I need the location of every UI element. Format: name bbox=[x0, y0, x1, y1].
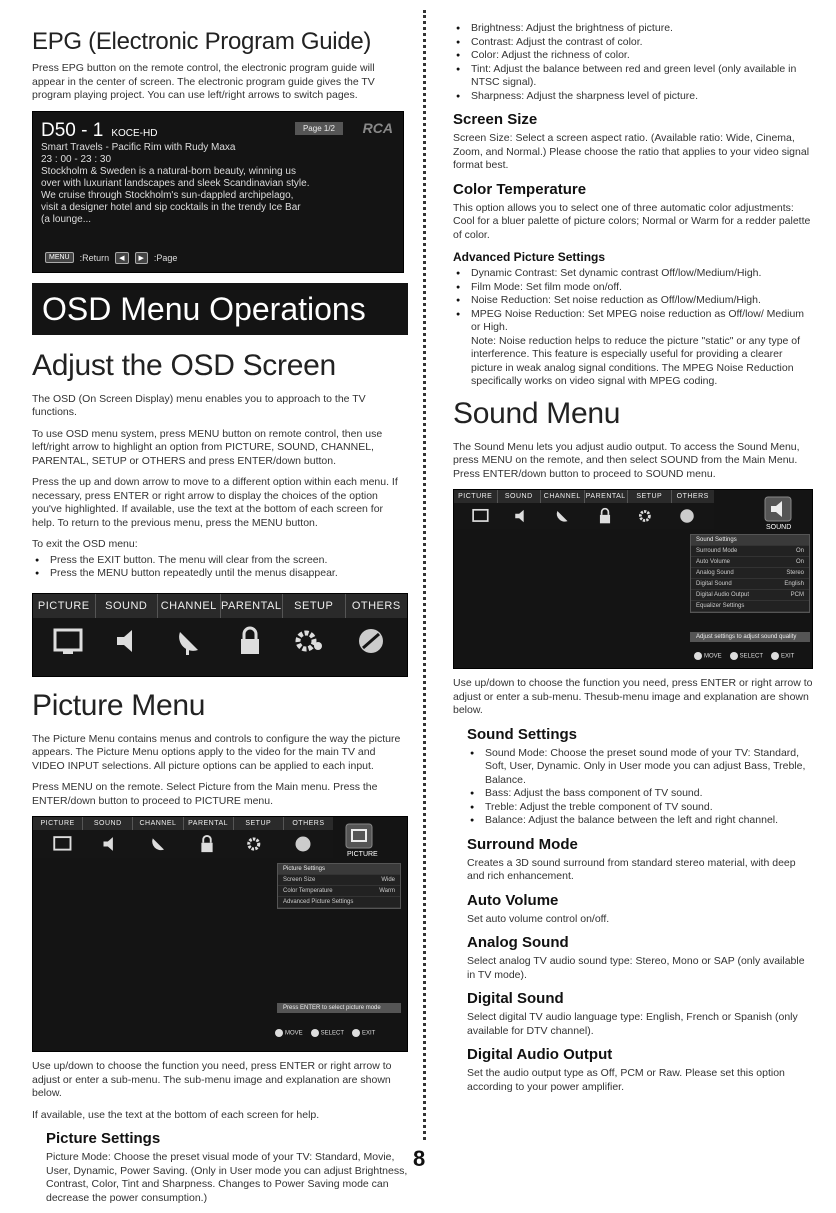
advanced-settings-heading: Advanced Picture Settings bbox=[453, 250, 606, 264]
menu-row[interactable] bbox=[278, 864, 400, 875]
advanced-note: Note: Noise reduction helps to reduce the picture "static" or any type of interference. This feature is especially useful for providing a clearer picture in weak analog signal conditions. The MPEG Noise Reduction specifically works on video signal with MPEG coding. bbox=[471, 334, 801, 387]
tab-parental[interactable]: PARENTAL bbox=[221, 594, 284, 618]
main-menu-tabs bbox=[33, 594, 407, 618]
menu-row[interactable] bbox=[691, 568, 809, 579]
surround-text: Creates a 3D sound surround from standard stereo material, with deep and rich enhancement. bbox=[467, 856, 796, 882]
picture-p1: The Picture Menu contains menus and controls to configure the way the picture appears. The Picture Menu options apply to the video for the main TV and VIDEO INPUT selections. All picture options can be applied to each input. bbox=[32, 732, 401, 772]
epg-time: 23 : 00 - 23 : 30 bbox=[41, 153, 112, 165]
select-legend bbox=[730, 652, 763, 660]
picture-p3: Use up/down to choose the function you need, press ENTER or right arrow to adjust or enter a sub-menu. The sub-menu image and explanation are shown below. bbox=[32, 1060, 392, 1099]
mini-menu-icons bbox=[33, 830, 333, 858]
row-label: Screen Size bbox=[283, 877, 316, 883]
picture-selected-icon bbox=[345, 823, 373, 849]
page-number: 8 bbox=[413, 1146, 426, 1171]
epg-description: Stockholm & Sweden is a natural-born beauty, winning us over with luxuriant landscapes and sleek Scandinavian style. We cruise through Stockholm's sun-dappled archipelago, visit a designer hotel and sip cocktails in the trendy Ice Bar (a lounge... bbox=[41, 165, 310, 225]
list-item: ● Film Mode: Set film mode on/off. bbox=[453, 281, 813, 295]
picture-settings-heading: Picture Settings bbox=[46, 1130, 161, 1147]
menu-row[interactable] bbox=[691, 546, 809, 557]
tab-sound[interactable]: SOUND bbox=[83, 817, 133, 830]
color-temperature-heading: Color Temperature bbox=[453, 180, 587, 198]
list-item: ● Noise Reduction: Set noise reduction as Off/low/Medium/High. bbox=[453, 294, 813, 308]
mini-menu-icons bbox=[454, 503, 714, 529]
row-label: Digital Sound bbox=[696, 581, 732, 587]
menu-row[interactable] bbox=[278, 897, 400, 908]
tab-setup[interactable]: SETUP bbox=[234, 817, 284, 830]
tab-others[interactable]: OTHERS bbox=[292, 820, 325, 827]
picture-p2: Press MENU on the remote. Select Picture from the Main menu. Press the ENTER/down button to proceed to PICTURE menu. bbox=[32, 781, 378, 807]
tab-channel[interactable]: CHANNEL bbox=[158, 594, 221, 618]
exit-icon bbox=[352, 1029, 360, 1037]
satellite-dish-icon[interactable] bbox=[149, 834, 169, 854]
epg-program: Smart Travels - Pacific Rim with Rudy Maxa bbox=[41, 141, 236, 153]
row-label: Analog Sound bbox=[696, 570, 734, 576]
picture-menu-screen bbox=[32, 816, 408, 1052]
legend-label: MOVE bbox=[285, 1030, 303, 1037]
move-legend bbox=[275, 1029, 303, 1037]
picture-settings-block bbox=[32, 1130, 408, 1205]
screen-size-text: Screen Size: Select a screen aspect ratio. (Available ratio: Wide, Cinema, Zoom, and Normal.) Please choose the ratio that applies to your video signal format best. bbox=[453, 132, 810, 171]
move-icon bbox=[694, 652, 702, 660]
screen-size-heading: Screen Size bbox=[453, 111, 538, 128]
legend-label: SELECT bbox=[320, 1030, 345, 1037]
picture-help-text: Press ENTER to select picture mode bbox=[277, 1003, 401, 1013]
menu-key-icon: MENU bbox=[45, 252, 74, 263]
sound-heading: Sound Menu bbox=[453, 396, 621, 430]
epg-screen bbox=[32, 111, 404, 273]
sound-help-text: Adjust settings to adjust sound quality bbox=[690, 632, 810, 642]
speaker-icon[interactable] bbox=[113, 626, 145, 656]
menu-row[interactable] bbox=[691, 601, 809, 612]
menu-row[interactable] bbox=[278, 875, 400, 886]
sound-panel-label: SOUND bbox=[766, 524, 792, 531]
tab-sound[interactable]: SOUND bbox=[96, 594, 159, 618]
others-icon[interactable] bbox=[355, 626, 387, 656]
row-value: On bbox=[795, 559, 804, 565]
left-arrow-key-icon: ◀ bbox=[115, 252, 128, 264]
move-legend bbox=[694, 652, 722, 660]
sound-button-legend bbox=[694, 652, 794, 660]
row-value: English bbox=[784, 581, 804, 587]
tab-picture[interactable]: PICTURE bbox=[454, 490, 498, 503]
list-item: ● Dynamic Contrast: Set dynamic contrast Off/low/Medium/High. bbox=[453, 267, 813, 281]
mini-menu-tabs bbox=[454, 490, 714, 503]
row-label: Digital Audio Output bbox=[696, 592, 750, 598]
list-item: ● Treble: Adjust the treble component of TV sound. bbox=[467, 801, 813, 815]
osd-p3: Press the up and down arrow to move to a different option within each menu. If necessary, press ENTER or right arrow to display the choices of the option you've highlighted. If available, use the text at the bottom of each screen for help. To return to the previous menu, press the MENU button. bbox=[32, 476, 398, 529]
select-icon bbox=[311, 1029, 319, 1037]
tab-sound[interactable]: SOUND bbox=[498, 490, 542, 503]
osd-heading: Adjust the OSD Screen bbox=[32, 348, 336, 382]
speaker-icon[interactable] bbox=[101, 834, 121, 854]
exit-icon bbox=[771, 652, 779, 660]
list-item: ● Bass: Adjust the bass component of TV sound. bbox=[467, 787, 813, 801]
epg-page-badge: Page 1/2 bbox=[295, 122, 343, 135]
sound-options-panel bbox=[690, 534, 810, 613]
row-value: PCM bbox=[790, 592, 804, 598]
row-label: Auto Volume bbox=[696, 559, 731, 565]
tab-parental[interactable]: PARENTAL bbox=[184, 817, 234, 830]
others-icon[interactable] bbox=[678, 507, 696, 525]
others-icon[interactable] bbox=[293, 834, 313, 854]
tv-icon[interactable] bbox=[53, 626, 85, 656]
picture-panel-label: PICTURE bbox=[347, 851, 378, 858]
color-temperature-text: This option allows you to select one of three automatic color adjustments: Cool for a bluer palette of picture colors; Normal or Warm for a redder palette of color. bbox=[453, 201, 811, 241]
menu-row[interactable] bbox=[691, 590, 809, 601]
row-value: Warm bbox=[379, 888, 395, 894]
select-icon bbox=[730, 652, 738, 660]
picture-heading: Picture Menu bbox=[32, 688, 206, 722]
row-value: On bbox=[795, 548, 804, 554]
lock-icon[interactable] bbox=[234, 626, 266, 656]
mini-menu-bar bbox=[454, 490, 714, 529]
gear-icon[interactable] bbox=[245, 834, 265, 854]
row-value: Wide bbox=[381, 877, 395, 883]
speaker-icon[interactable] bbox=[513, 507, 531, 525]
sound-p2: Use up/down to choose the function you need, press ENTER or right arrow to adjust or enter a sub-menu. Thesub-menu image and explanation are shown below. bbox=[453, 677, 813, 716]
mini-menu-tabs bbox=[33, 817, 333, 830]
sound-selected-icon bbox=[764, 496, 792, 522]
analog-sound-text: Select analog TV audio sound type: Stereo, Mono or SAP (only available in TV mode). bbox=[467, 955, 805, 981]
surround-heading: Surround Mode bbox=[467, 835, 578, 853]
row-label: Sound Settings bbox=[696, 537, 737, 543]
epg-page-label: :Page bbox=[153, 252, 178, 263]
lock-icon[interactable] bbox=[197, 834, 217, 854]
epg-return-label: :Return bbox=[79, 252, 110, 263]
epg-heading: EPG (Electronic Program Guide) bbox=[32, 28, 372, 55]
brand-logo: RCA bbox=[362, 119, 393, 136]
main-menu-icons bbox=[33, 618, 407, 664]
satellite-dish-icon[interactable] bbox=[174, 626, 206, 656]
epg-station: KOCE-HD bbox=[111, 127, 158, 139]
row-label: Color Temperature bbox=[283, 888, 333, 894]
osd-p2: To use OSD menu system, press MENU button on remote control, then use left/right arrow to highlight an option from PICTURE, SOUND, CHANNEL, PARENTAL, SETUP or OTHERS and press ENTER/down button. bbox=[32, 427, 383, 467]
tab-channel[interactable]: CHANNEL bbox=[541, 490, 585, 503]
list-item: ● Tint: Adjust the balance between red and green level (only available in NTSC signal). bbox=[453, 63, 813, 90]
tab-channel[interactable]: CHANNEL bbox=[133, 817, 183, 830]
sound-menu-screen bbox=[453, 489, 813, 669]
list-item: ● Sharpness: Adjust the sharpness level of picture. bbox=[453, 90, 813, 104]
tab-picture[interactable]: PICTURE bbox=[33, 594, 96, 618]
gear-icon[interactable] bbox=[637, 507, 655, 525]
tv-icon[interactable] bbox=[53, 834, 73, 854]
tab-setup[interactable]: SETUP bbox=[283, 594, 346, 618]
list-item: ● Contrast: Adjust the contrast of color. bbox=[453, 36, 813, 50]
analog-sound-heading: Analog Sound bbox=[467, 934, 569, 951]
epg-intro: Press EPG button on the remote control, the electronic program guide will appear in the center of screen. The electronic program guide gives the TV program playing project. You can use left/right arrows to switch pages. bbox=[32, 62, 375, 101]
list-item: ● MPEG Noise Reduction: Set MPEG noise reduction as Off/low/ Medium or High. bbox=[453, 308, 813, 335]
tv-icon[interactable] bbox=[472, 507, 490, 525]
gear-icon[interactable] bbox=[294, 626, 326, 656]
legend-label: SELECT bbox=[739, 653, 764, 660]
sound-settings-heading: Sound Settings bbox=[467, 725, 577, 743]
row-value: Stereo bbox=[786, 570, 804, 576]
move-icon bbox=[275, 1029, 283, 1037]
legend-label: EXIT bbox=[362, 1030, 376, 1037]
digital-audio-output-heading: Digital Audio Output bbox=[467, 1046, 613, 1063]
tab-setup[interactable]: SETUP bbox=[628, 490, 672, 503]
osd-banner: OSD Menu Operations bbox=[32, 283, 408, 335]
picture-options-panel bbox=[277, 863, 401, 909]
sound-settings-list bbox=[467, 747, 813, 828]
select-legend bbox=[311, 1029, 344, 1037]
tab-picture[interactable]: PICTURE bbox=[33, 817, 83, 830]
auto-volume-heading: Auto Volume bbox=[467, 891, 559, 909]
osd-p1: The OSD (On Screen Display) menu enables you to approach to the TV functions. bbox=[32, 392, 366, 418]
legend-label: MOVE bbox=[704, 653, 722, 660]
tab-others[interactable]: OTHERS bbox=[351, 599, 401, 612]
tab-parental[interactable]: PARENTAL bbox=[585, 490, 629, 503]
menu-row[interactable] bbox=[278, 886, 400, 897]
exit-legend bbox=[352, 1029, 375, 1037]
row-label: Picture Settings bbox=[283, 866, 326, 872]
picture-settings-text: Picture Mode: Choose the preset visual mode of your TV: Standard, Movie, User, Dynamic, Power Saving. (Only in User mode you can adjust Brightness, Contrast, Color, Tint and Sharpness. Changes to Power Saving mode can decrease the power consumption.) bbox=[46, 1151, 408, 1204]
picture-button-legend bbox=[275, 1029, 375, 1037]
row-label: Surround Mode bbox=[696, 548, 738, 554]
right-column bbox=[453, 0, 813, 1102]
lock-icon[interactable] bbox=[596, 507, 614, 525]
list-item: ● Balance: Adjust the balance between the left and right channel. bbox=[467, 814, 813, 828]
column-divider bbox=[423, 10, 426, 1140]
tab-others[interactable]: OTHERS bbox=[676, 493, 709, 500]
list-item: ● Sound Mode: Choose the preset sound mode of your TV: Standard, Soft, User, Dynamic. Only in User mode you can adjust Bass, Treble, Balance. bbox=[467, 747, 813, 788]
osd-p4: To exit the OSD menu: bbox=[32, 538, 138, 550]
exit-list bbox=[32, 554, 408, 581]
row-label: Equalizer Settings bbox=[696, 603, 745, 609]
list-item: ● Press the MENU button repeatedly until the menus disappear. bbox=[32, 567, 408, 581]
picture-bullets bbox=[453, 22, 813, 103]
auto-volume-text: Set auto volume control on/off. bbox=[467, 912, 610, 925]
picture-p4: If available, use the text at the bottom of each screen for help. bbox=[32, 1108, 320, 1121]
advanced-list bbox=[453, 267, 813, 335]
epg-footer bbox=[45, 252, 177, 264]
list-item: ● Brightness: Adjust the brightness of picture. bbox=[453, 22, 813, 36]
main-menu-bar bbox=[32, 593, 408, 677]
row-label: Advanced Picture Settings bbox=[283, 899, 354, 905]
exit-legend bbox=[771, 652, 794, 660]
list-item: ● Press the EXIT button. The menu will clear from the screen. bbox=[32, 554, 408, 568]
satellite-dish-icon[interactable] bbox=[554, 507, 572, 525]
digital-audio-output-text: Set the audio output type as Off, PCM or Raw. Please set this option according to your power amplifier. bbox=[467, 1067, 785, 1093]
sound-p1: The Sound Menu lets you adjust audio output. To access the Sound Menu, press MENU on the remote, and then select SOUND from the Main Menu. Press ENTER/down button to proceed to SOUND menu. bbox=[453, 440, 800, 480]
sound-sections bbox=[453, 726, 813, 1095]
menu-row[interactable] bbox=[691, 579, 809, 590]
menu-row[interactable] bbox=[691, 557, 809, 568]
digital-sound-heading: Digital Sound bbox=[467, 990, 564, 1007]
legend-label: EXIT bbox=[781, 653, 795, 660]
epg-channel-number: D50 - 1 bbox=[41, 119, 104, 141]
right-arrow-key-icon: ▶ bbox=[135, 252, 148, 264]
left-column bbox=[32, 0, 408, 1213]
mini-menu-bar bbox=[33, 817, 333, 858]
menu-row[interactable] bbox=[691, 535, 809, 546]
list-item: ● Color: Adjust the richness of color. bbox=[453, 49, 813, 63]
digital-sound-text: Select digital TV audio language type: English, French or Spanish (only available for DTV channel). bbox=[467, 1011, 798, 1037]
